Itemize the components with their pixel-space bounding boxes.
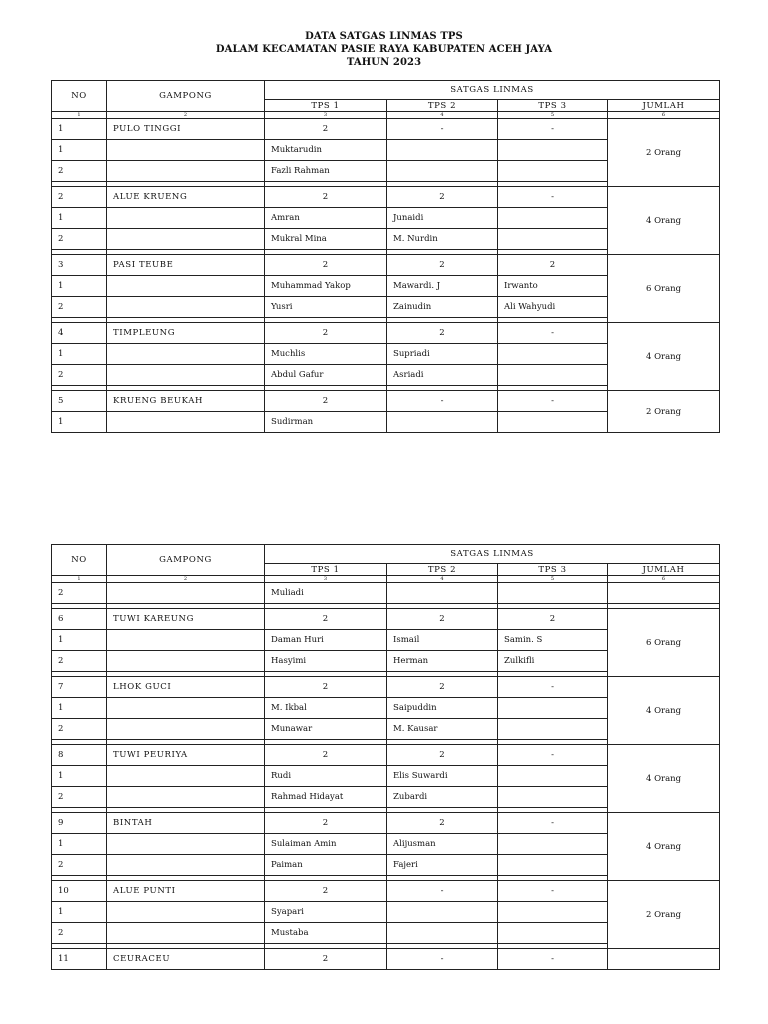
gampong-no: 3 [52, 255, 107, 276]
header-tps1: TPS 1 [265, 564, 387, 576]
gampong-name: TUWI KAREUNG [107, 609, 265, 630]
gampong-row [52, 391, 720, 412]
tps3-count: - [498, 391, 608, 412]
title-line-1: DATA SATGAS LINMAS TPS [305, 31, 463, 42]
tps1-count: 2 [265, 881, 387, 902]
gampong-row [52, 187, 720, 208]
gampong-no: 10 [52, 881, 107, 902]
tps3-name [498, 902, 608, 923]
gampong-no: 4 [52, 323, 107, 344]
gampong-cell [107, 412, 265, 433]
tps3-name: Zulkifli [498, 651, 608, 672]
tps3-name [498, 365, 608, 386]
member-no: 1 [52, 902, 107, 923]
column-index: 5 [498, 112, 608, 119]
tps2-name: Elis Suwardi [387, 766, 498, 787]
column-index: 2 [107, 112, 265, 119]
tps3-name [498, 412, 608, 433]
jumlah-cell: 4 Orang [608, 187, 720, 255]
tps2-count: 2 [387, 677, 498, 698]
member-no: 2 [52, 583, 107, 604]
gampong-no: 1 [52, 119, 107, 140]
gampong-cell [107, 787, 265, 808]
tps1-name: Paiman [265, 855, 387, 876]
gampong-name: LHOK GUCI [107, 677, 265, 698]
gampong-row [52, 745, 720, 766]
gampong-cell [107, 161, 265, 182]
tps3-name [498, 229, 608, 250]
header-tps2: TPS 2 [387, 564, 498, 576]
gampong-row [52, 255, 720, 276]
tps2-name: M. Kausar [387, 719, 498, 740]
tps3-count: 2 [498, 609, 608, 630]
gampong-no: 2 [52, 187, 107, 208]
member-no: 1 [52, 834, 107, 855]
tps3-name [498, 787, 608, 808]
tps2-name [387, 412, 498, 433]
jumlah-cell: 4 Orang [608, 813, 720, 881]
tps3-name [498, 923, 608, 944]
gampong-cell [107, 719, 265, 740]
member-no: 2 [52, 923, 107, 944]
gampong-no: 8 [52, 745, 107, 766]
tps3-count: - [498, 187, 608, 208]
header-satgas-linmas: SATGAS LINMAS [265, 81, 720, 100]
header-satgas-linmas: SATGAS LINMAS [265, 545, 720, 564]
jumlah-cell: 4 Orang [608, 745, 720, 813]
satgas-table-page-1 [51, 80, 720, 433]
gampong-row [52, 677, 720, 698]
tps2-name [387, 140, 498, 161]
column-index: 4 [387, 112, 498, 119]
gampong-row [52, 881, 720, 902]
tps1-name: Mustaba [265, 923, 387, 944]
gampong-row [52, 119, 720, 140]
gampong-cell [107, 834, 265, 855]
tps1-name: M. Ikbal [265, 698, 387, 719]
gampong-name: PULO TINGGI [107, 119, 265, 140]
tps1-name: Amran [265, 208, 387, 229]
header-tps3: TPS 3 [498, 564, 608, 576]
table-row [52, 583, 720, 604]
tps2-count: 2 [387, 745, 498, 766]
gampong-cell [107, 651, 265, 672]
tps2-name: Supriadi [387, 344, 498, 365]
tps2-name: Herman [387, 651, 498, 672]
gampong-no: 7 [52, 677, 107, 698]
gampong-row [52, 609, 720, 630]
tps1-name: Sudirman [265, 412, 387, 433]
jumlah-cell: 6 Orang [608, 609, 720, 677]
tps3-count: - [498, 813, 608, 834]
member-no: 2 [52, 297, 107, 318]
tps3-name [498, 719, 608, 740]
gampong-cell [107, 630, 265, 651]
tps1-count: 2 [265, 949, 387, 970]
tps2-name [387, 923, 498, 944]
gampong-cell [107, 344, 265, 365]
tps3-count: 2 [498, 255, 608, 276]
tps2-count: 2 [387, 255, 498, 276]
tps1-name: Hasyimi [265, 651, 387, 672]
title-line-2: DALAM KECAMATAN PASIE RAYA KABUPATEN ACEH JAYA [215, 44, 553, 55]
tps3-count: - [498, 949, 608, 970]
gampong-row [52, 813, 720, 834]
gampong-name: TUWI PEURIYA [107, 745, 265, 766]
tps1-count: 2 [265, 391, 387, 412]
column-index: 6 [608, 576, 720, 583]
document-title [0, 30, 768, 69]
gampong-cell [107, 208, 265, 229]
tps1-name: Muhammad Yakop [265, 276, 387, 297]
member-no: 2 [52, 365, 107, 386]
tps2-count: 2 [387, 609, 498, 630]
tps2-name: Saipuddin [387, 698, 498, 719]
member-no: 2 [52, 787, 107, 808]
gampong-cell [107, 229, 265, 250]
tps1-count: 2 [265, 745, 387, 766]
gampong-no: 6 [52, 609, 107, 630]
tps2-name [387, 583, 498, 604]
tps1-name: Fazli Rahman [265, 161, 387, 182]
tps1-name: Sulaiman Amin [265, 834, 387, 855]
header-no: NO [52, 81, 107, 112]
gampong-cell [107, 923, 265, 944]
gampong-name: ALUE KRUENG [107, 187, 265, 208]
tps3-name: Ali Wahyudi [498, 297, 608, 318]
header-jumlah: JUMLAH [608, 100, 720, 112]
tps2-name: Zainudin [387, 297, 498, 318]
tps3-name [498, 583, 608, 604]
column-index: 4 [387, 576, 498, 583]
tps1-count: 2 [265, 119, 387, 140]
gampong-name: PASI TEUBE [107, 255, 265, 276]
tps3-name [498, 766, 608, 787]
tps2-count: - [387, 949, 498, 970]
tps3-count: - [498, 323, 608, 344]
tps3-name [498, 855, 608, 876]
tps3-count: - [498, 677, 608, 698]
column-index: 2 [107, 576, 265, 583]
tps1-name: Muchlis [265, 344, 387, 365]
tps2-name: Alijusman [387, 834, 498, 855]
tps2-name: Fajeri [387, 855, 498, 876]
tps3-count: - [498, 119, 608, 140]
tps1-count: 2 [265, 813, 387, 834]
gampong-cell [107, 297, 265, 318]
tps1-count: 2 [265, 677, 387, 698]
tps1-name: Rudi [265, 766, 387, 787]
tps3-count: - [498, 881, 608, 902]
gampong-cell [107, 766, 265, 787]
member-no: 1 [52, 766, 107, 787]
tps2-name: M. Nurdin [387, 229, 498, 250]
member-no: 1 [52, 140, 107, 161]
tps3-name [498, 344, 608, 365]
column-index: 6 [608, 112, 720, 119]
gampong-row [52, 949, 720, 970]
gampong-cell [107, 276, 265, 297]
tps2-name: Ismail [387, 630, 498, 651]
gampong-cell [107, 698, 265, 719]
gampong-name: CEURACEU [107, 949, 265, 970]
jumlah-cell [608, 583, 720, 604]
tps1-count: 2 [265, 323, 387, 344]
header-tps1: TPS 1 [265, 100, 387, 112]
member-no: 2 [52, 651, 107, 672]
column-index: 1 [52, 576, 107, 583]
gampong-cell [107, 140, 265, 161]
member-no: 1 [52, 208, 107, 229]
jumlah-cell: 4 Orang [608, 677, 720, 745]
tps1-name: Muliadi [265, 583, 387, 604]
header-tps3: TPS 3 [498, 100, 608, 112]
tps1-name: Rahmad Hidayat [265, 787, 387, 808]
gampong-no: 11 [52, 949, 107, 970]
gampong-name: ALUE PUNTI [107, 881, 265, 902]
tps2-name: Junaidi [387, 208, 498, 229]
member-no: 1 [52, 412, 107, 433]
gampong-cell [107, 365, 265, 386]
tps3-name: Irwanto [498, 276, 608, 297]
tps2-count: - [387, 119, 498, 140]
satgas-table-page-2 [51, 544, 720, 970]
gampong-no: 9 [52, 813, 107, 834]
jumlah-cell: 6 Orang [608, 255, 720, 323]
column-index: 3 [265, 112, 387, 119]
tps2-count: - [387, 391, 498, 412]
gampong-name: BINTAH [107, 813, 265, 834]
gampong-name: KRUENG BEUKAH [107, 391, 265, 412]
tps2-count: 2 [387, 323, 498, 344]
tps1-count: 2 [265, 255, 387, 276]
tps1-name: Munawar [265, 719, 387, 740]
tps3-name: Samin. S [498, 630, 608, 651]
column-index: 3 [265, 576, 387, 583]
member-no: 2 [52, 855, 107, 876]
header-gampong: GAMPONG [107, 545, 265, 576]
column-index: 1 [52, 112, 107, 119]
tps1-name: Mukral Mina [265, 229, 387, 250]
tps3-name [498, 161, 608, 182]
tps2-count: 2 [387, 187, 498, 208]
tps3-name [498, 208, 608, 229]
tps1-name: Abdul Gafur [265, 365, 387, 386]
tps1-count: 2 [265, 609, 387, 630]
gampong-name: TIMPLEUNG [107, 323, 265, 344]
header-no: NO [52, 545, 107, 576]
tps2-count: 2 [387, 813, 498, 834]
gampong-no: 5 [52, 391, 107, 412]
jumlah-cell [608, 949, 720, 970]
tps2-name: Mawardi. J [387, 276, 498, 297]
header-tps2: TPS 2 [387, 100, 498, 112]
tps1-name: Muktarudin [265, 140, 387, 161]
tps3-name [498, 834, 608, 855]
member-no: 1 [52, 630, 107, 651]
jumlah-cell: 4 Orang [608, 323, 720, 391]
tps2-name: Zubardi [387, 787, 498, 808]
column-index: 5 [498, 576, 608, 583]
gampong-cell [107, 855, 265, 876]
title-line-3: TAHUN 2023 [346, 57, 422, 68]
tps3-count: - [498, 745, 608, 766]
tps2-count: - [387, 881, 498, 902]
tps1-count: 2 [265, 187, 387, 208]
member-no: 2 [52, 229, 107, 250]
member-no: 1 [52, 344, 107, 365]
tps3-name [498, 140, 608, 161]
tps1-name: Syapari [265, 902, 387, 923]
header-jumlah: JUMLAH [608, 564, 720, 576]
tps2-name [387, 161, 498, 182]
header-gampong: GAMPONG [107, 81, 265, 112]
jumlah-cell: 2 Orang [608, 881, 720, 949]
gampong-row [52, 323, 720, 344]
tps1-name: Yusri [265, 297, 387, 318]
tps1-name: Daman Huri [265, 630, 387, 651]
gampong-cell [107, 583, 265, 604]
member-no: 1 [52, 698, 107, 719]
jumlah-cell: 2 Orang [608, 391, 720, 433]
tps3-name [498, 698, 608, 719]
tps2-name [387, 902, 498, 923]
jumlah-cell: 2 Orang [608, 119, 720, 187]
tps2-name: Asriadi [387, 365, 498, 386]
gampong-cell [107, 902, 265, 923]
member-no: 1 [52, 276, 107, 297]
member-no: 2 [52, 161, 107, 182]
member-no: 2 [52, 719, 107, 740]
